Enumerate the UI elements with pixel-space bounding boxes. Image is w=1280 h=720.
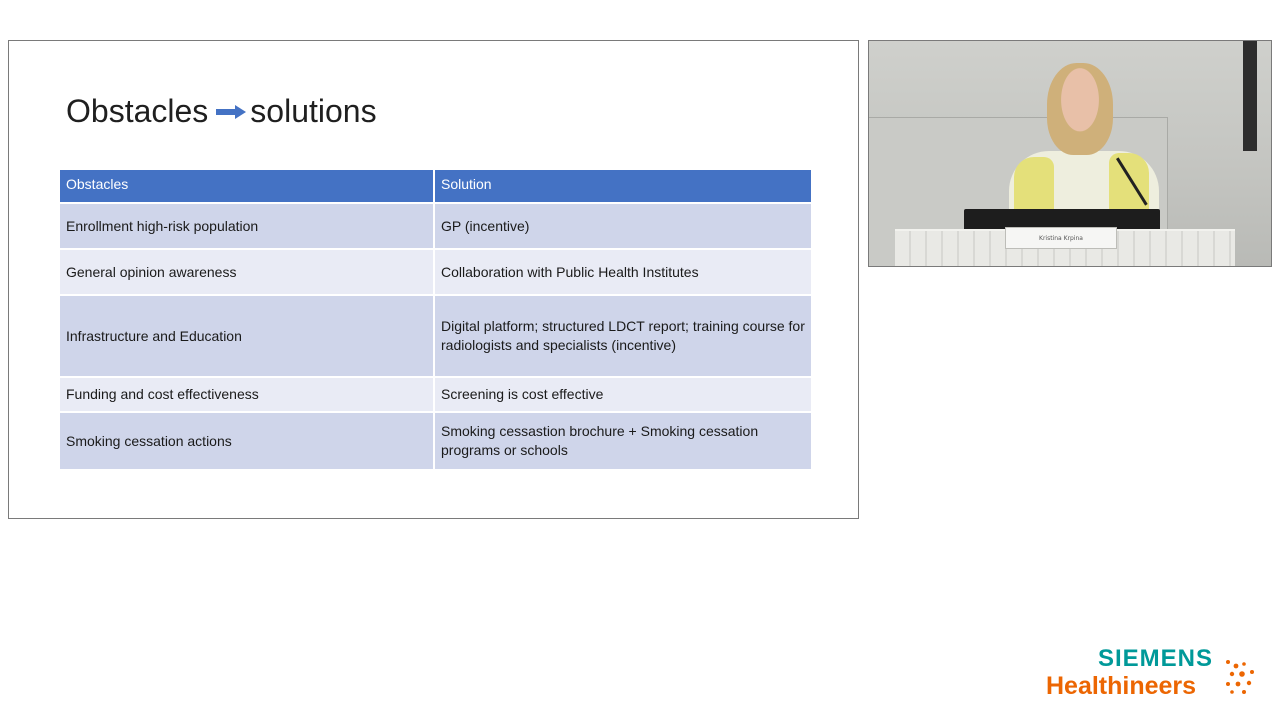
table-row [60,204,811,250]
obstacle-cell: General opinion awareness [60,250,435,294]
speaker-nameplate: Kristina Krpina [1005,227,1117,249]
table-row [60,296,811,378]
slide-title [66,91,377,131]
solution-cell: Digital platform; structured LDCT report; training course for radiologists and specialists (incentive) [441,318,805,353]
obstacles-solutions-table [60,170,811,471]
logo-healthineers-text: Healthineers [1046,672,1197,700]
siemens-healthineers-logo [1046,646,1262,702]
solution-cell: Collaboration with Public Health Institutes [441,263,699,280]
obstacle-cell: Infrastructure and Education [60,296,435,376]
background-pillar [1243,41,1257,151]
logo-siemens-text: SIEMENS [1098,645,1214,672]
speaker-video-feed [868,40,1272,267]
right-arrow-icon [216,105,246,119]
speaker-head [1047,63,1113,155]
table-row [60,250,811,296]
table-row [60,413,811,471]
solution-cell: Screening is cost effective [441,386,604,402]
obstacle-cell: Enrollment high-risk population [60,204,435,248]
solution-cell: Smoking cessastion brochure + Smoking cessation programs or schools [441,423,759,458]
obstacle-cell: Funding and cost effectiveness [60,378,435,411]
table-row [60,378,811,413]
slide-title-left: Obstacles [66,92,209,129]
solution-cell: GP (incentive) [441,217,530,234]
slide-title-right: solutions [250,92,377,129]
table-header-obstacles: Obstacles [60,170,435,202]
presentation-slide [8,40,859,519]
table-header-solution: Solution [441,176,492,192]
obstacle-cell: Smoking cessation actions [60,413,435,469]
logo-dots-icon [1222,658,1262,698]
table-header-row [60,170,811,204]
